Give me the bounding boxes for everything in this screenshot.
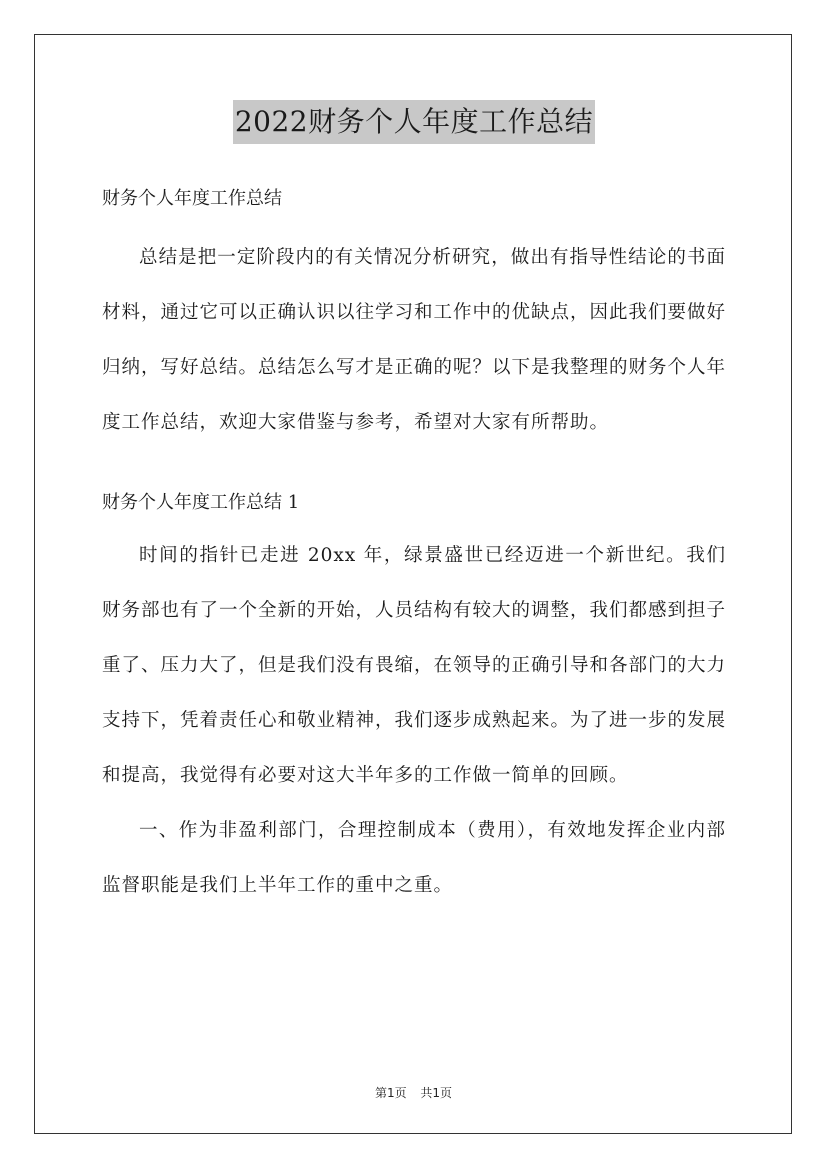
intro-paragraph: 总结是把一定阶段内的有关情况分析研究，做出有指导性结论的书面材料，通过它可以正确认识以往学习和工作中的优缺点，因此我们要做好归纳，写好总结。总结怎么写才是正确的呢？以下是我整理的财务个人年度工作总结，欢迎大家借鉴与参考，希望对大家有所帮助。 [102,247,727,433]
document-title: 2022财务个人年度工作总结 [233,100,595,144]
section-spacer [102,450,726,480]
intro-heading: 财务个人年度工作总结 [102,188,282,209]
section-1-paragraph-1: 时间的指针已走进 20xx 年，绿景盛世已经迈进一个新世纪。我们财务部也有了一个全新的开始，人员结构有较大的调整，我们都感到担子重了、压力大了，但是我们没有畏缩，在领导的正确引导和各部门的大力支持下，凭着责任心和敬业精神，我们逐步成熟起来。为了进一步的发展和提高，我觉得有必要对这大半年多的工作做一简单的回顾。 [102,545,727,786]
page-footer [0,1084,827,1101]
page-total: 共1页 [420,1086,453,1100]
section-1-paragraph-2: 一、作为非盈利部门，合理控制成本（费用），有效地发挥企业内部监督职能是我们上半年工作的重中之重。 [102,820,726,896]
page-number: 第1页 [374,1086,407,1100]
document-body [102,100,726,913]
section-1-heading: 财务个人年度工作总结 1 [102,492,300,513]
title-wrap [102,100,726,144]
